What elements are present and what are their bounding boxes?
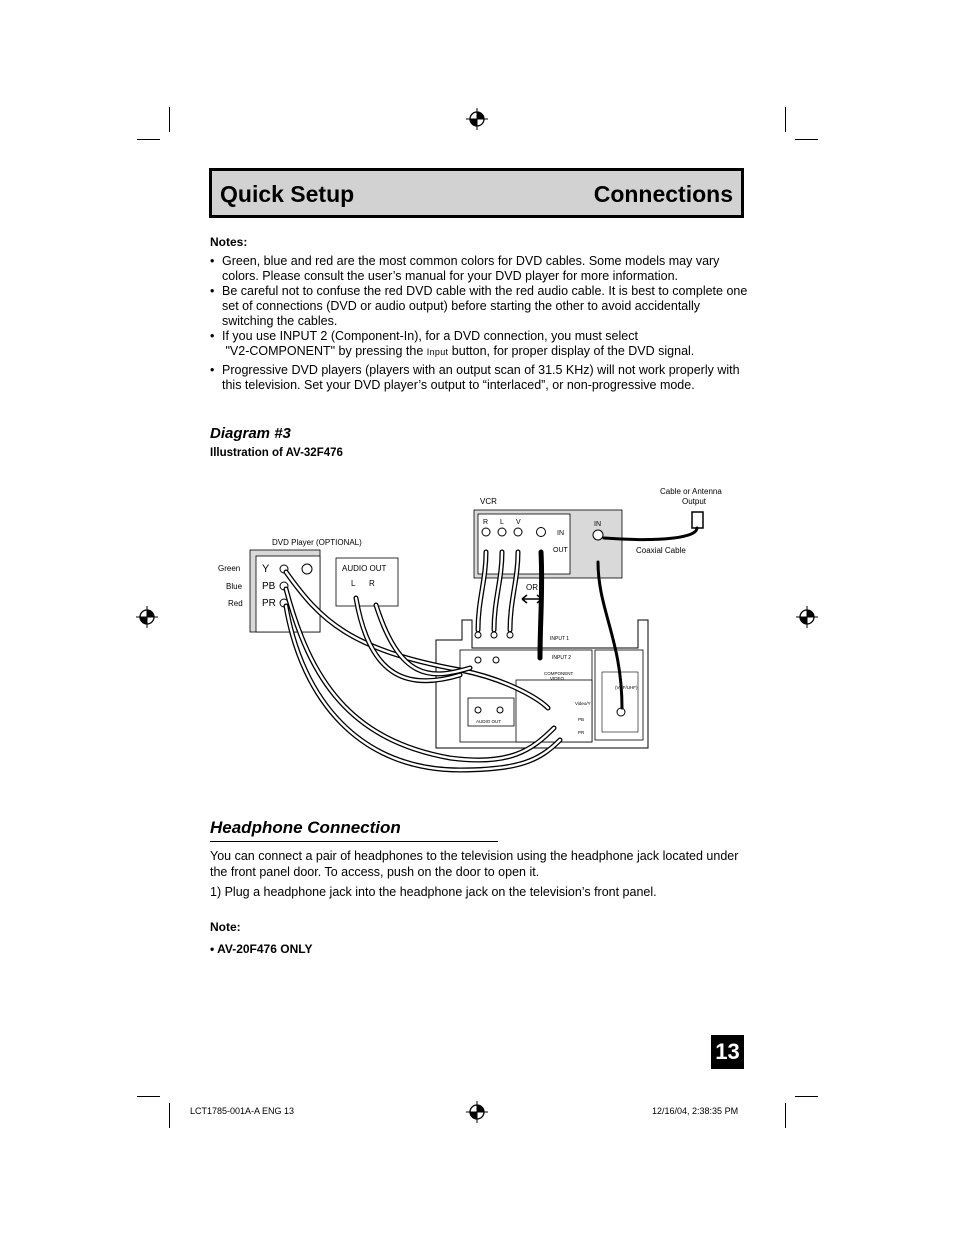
svg-text:COMPONENT: COMPONENT xyxy=(544,671,574,676)
dvd-player-label: DVD Player (OPTIONAL) xyxy=(272,538,362,547)
crop-mark xyxy=(785,1103,786,1128)
input-button-name: Input xyxy=(426,347,449,358)
green-label: Green xyxy=(218,564,241,573)
svg-text:VIDEO: VIDEO xyxy=(550,676,565,681)
page-number: 13 xyxy=(711,1035,744,1069)
coaxial-cable-label: Coaxial Cable xyxy=(636,546,686,555)
jack-icon xyxy=(491,632,497,638)
svg-text:Video/Y: Video/Y xyxy=(575,701,591,706)
registration-mark-icon xyxy=(466,108,488,130)
crop-mark xyxy=(785,107,786,132)
blue-label: Blue xyxy=(226,582,243,591)
audio-out-label: AUDIO OUT xyxy=(342,564,387,573)
jack-icon xyxy=(475,707,481,713)
jack-icon xyxy=(475,657,481,663)
svg-text:V: V xyxy=(516,519,521,526)
cable-antenna-label: Cable or Antenna xyxy=(660,487,722,496)
svg-text:IN: IN xyxy=(594,521,601,528)
diagram-title: Diagram #3 xyxy=(210,425,291,442)
svg-text:PR: PR xyxy=(578,730,585,735)
jack-icon xyxy=(497,707,503,713)
diagram-subtitle: Illustration of AV-32F476 xyxy=(210,447,343,459)
note-title: Note: xyxy=(210,920,241,934)
model-note: • AV-20F476 ONLY xyxy=(210,942,313,956)
wall-outlet-icon xyxy=(692,512,703,528)
jack-icon xyxy=(493,657,499,663)
headphone-body: You can connect a pair of headphones to the television using the headphone jack located under the front panel door. To access, push on the door to open it. xyxy=(210,849,739,879)
jack-icon xyxy=(507,632,513,638)
coax-jack-icon xyxy=(593,530,603,540)
headphone-title: Headphone Connection xyxy=(210,818,401,837)
header-bar xyxy=(209,168,744,218)
cable-antenna-output-label: Output xyxy=(682,497,707,506)
pb-label: PB xyxy=(262,581,276,592)
svg-text:INPUT 2: INPUT 2 xyxy=(552,655,572,661)
headphone-step: 1) Plug a headphone jack into the headphone jack on the television’s front panel. xyxy=(210,885,657,899)
svg-text:AUDIO OUT: AUDIO OUT xyxy=(476,719,502,724)
vcr-label: VCR xyxy=(480,497,497,506)
audio-l-label: L xyxy=(351,579,356,588)
footer-right: 12/16/04, 2:38:35 PM xyxy=(652,1106,739,1116)
svg-text:PB: PB xyxy=(578,717,585,722)
crop-mark xyxy=(795,139,818,140)
crop-mark xyxy=(169,107,170,132)
or-label: OR xyxy=(526,583,538,592)
svg-text:IN: IN xyxy=(557,530,564,537)
crop-mark xyxy=(137,1096,160,1097)
jack-icon xyxy=(475,632,481,638)
header-title-right: Connections xyxy=(593,181,733,207)
crop-mark xyxy=(795,1096,818,1097)
crop-mark xyxy=(169,1103,170,1128)
divider xyxy=(210,841,498,842)
svg-text:R: R xyxy=(483,519,489,526)
registration-mark-icon xyxy=(136,606,158,628)
vcr-panel-face xyxy=(478,514,570,574)
svg-text:OUT: OUT xyxy=(553,547,568,554)
footer-left: LCT1785-001A-A ENG 13 xyxy=(190,1106,295,1116)
header-title-left: Quick Setup xyxy=(220,181,355,207)
svg-text:L: L xyxy=(500,519,504,526)
coax-jack-icon xyxy=(617,708,625,716)
s-video-jack-icon xyxy=(537,528,546,537)
notes-title: Notes: xyxy=(210,235,248,249)
registration-mark-icon xyxy=(466,1101,488,1123)
jack-icon xyxy=(498,528,506,536)
s-video-jack-icon xyxy=(302,564,312,574)
registration-mark-icon xyxy=(796,606,818,628)
connection-diagram xyxy=(210,480,750,780)
svg-text:(VHF/UHF): (VHF/UHF) xyxy=(615,685,638,690)
jack-icon xyxy=(514,528,522,536)
crop-mark xyxy=(137,139,160,140)
pr-label: PR xyxy=(262,598,276,609)
y-label: Y xyxy=(262,563,270,575)
red-label: Red xyxy=(228,599,243,608)
jack-icon xyxy=(482,528,490,536)
svg-text:INPUT 1: INPUT 1 xyxy=(550,636,570,642)
audio-r-label: R xyxy=(369,579,375,588)
